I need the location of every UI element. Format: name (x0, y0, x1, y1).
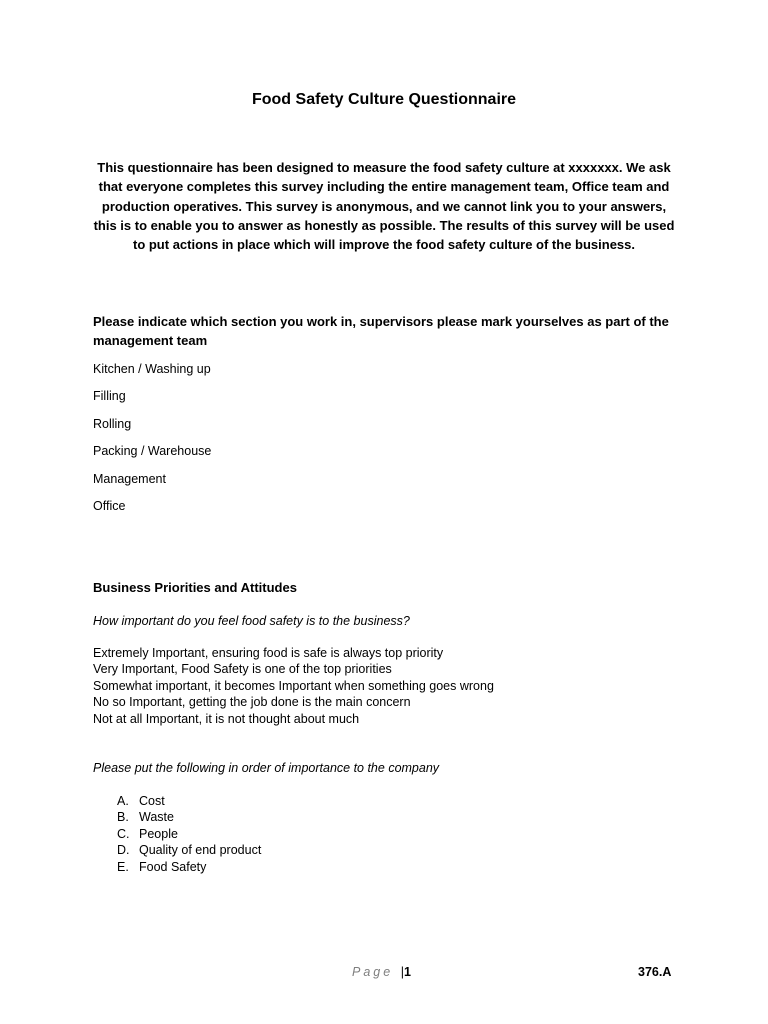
importance-option-somewhat[interactable]: Somewhat important, it becomes Important when something goes wrong (93, 678, 494, 693)
order-item-waste[interactable] (93, 809, 261, 825)
order-list (93, 793, 261, 875)
order-item-people[interactable] (93, 826, 261, 842)
section-option-rolling[interactable]: Rolling (93, 416, 132, 431)
page-separator: | (400, 965, 404, 979)
section-option-office[interactable]: Office (93, 498, 126, 513)
importance-option-not-at-all[interactable]: Not at all Important, it is not thought about much (93, 711, 360, 726)
importance-option-extremely[interactable]: Extremely Important, ensuring food is safe is always top priority (93, 646, 444, 660)
document-code: 376.A (638, 965, 672, 979)
order-text: Quality of end product (139, 843, 262, 858)
order-item-food-safety[interactable] (93, 859, 261, 875)
section-option-packing[interactable]: Packing / Warehouse (93, 444, 212, 459)
order-letter: D. (117, 843, 130, 858)
page-label: Page (352, 965, 394, 979)
order-text: Cost (139, 794, 165, 808)
importance-options-list (93, 645, 494, 727)
order-question: Please put the following in order of importance to the company (93, 761, 440, 775)
order-letter: B. (117, 810, 129, 825)
section-option-kitchen[interactable]: Kitchen / Washing up (93, 362, 211, 376)
page-title: Food Safety Culture Questionnaire (251, 91, 517, 108)
intro-paragraph: This questionnaire has been designed to measure the food safety culture at xxxxxxx. We ask that everyone completes this survey including the entire management team, Office team and production operatives. This survey is anonymous, and we cannot link you to your answers, this is to enable you to answer as honestly as possible. The results of this survey will be used to put actions in place which will improve the food safety culture of the business. (93, 160, 675, 253)
section-option-filling[interactable]: Filling (93, 389, 126, 404)
page-footer (352, 963, 411, 981)
order-letter: E. (117, 859, 129, 874)
order-text: People (139, 826, 178, 841)
importance-option-very[interactable]: Very Important, Food Safety is one of the top priorities (93, 662, 392, 677)
page-number: 1 (403, 965, 411, 979)
importance-option-not-so[interactable]: No so Important, getting the job done is the main concern (93, 695, 411, 710)
order-item-cost[interactable] (93, 793, 261, 809)
section-options-list (93, 359, 211, 523)
importance-question: How important do you feel food safety is to the business? (93, 614, 410, 628)
priorities-heading: Business Priorities and Attitudes (93, 580, 297, 595)
order-text: Waste (139, 810, 174, 825)
order-item-quality[interactable] (93, 842, 261, 858)
order-letter: C. (117, 826, 130, 841)
section-option-management[interactable]: Management (93, 471, 166, 486)
order-letter: A. (117, 794, 129, 808)
section-question: Please indicate which section you work in, supervisors please mark yourselves as part of the management team (93, 314, 669, 349)
order-text: Food Safety (139, 859, 207, 874)
